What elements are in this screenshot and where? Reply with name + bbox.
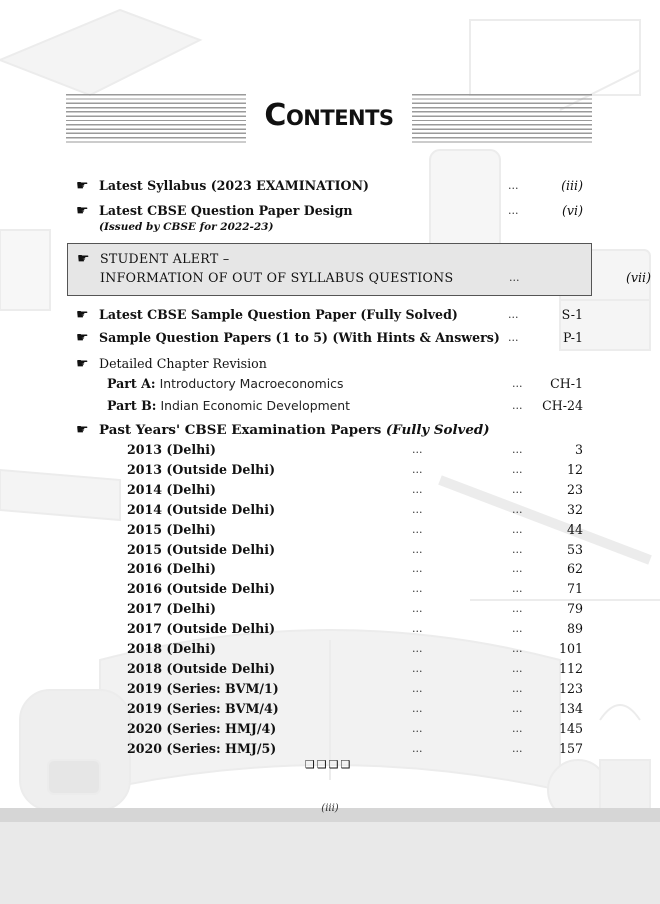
alert-line-2 (1, 268, 660, 288)
leader-dots: ... (412, 502, 423, 516)
leader-dots: ... (412, 681, 423, 695)
paper-label: 2015 (Delhi) (127, 521, 217, 537)
leader-dots: ... (512, 522, 523, 536)
alert-description: INFORMATION OF OUT OF SYLLABUS QUESTIONS (100, 270, 454, 285)
leader-dots: ... (512, 741, 523, 755)
table-row[interactable] (0, 619, 660, 639)
pointing-hand-icon: ☛ (76, 422, 89, 438)
leader-dots: ... (508, 331, 519, 344)
toc-entry-sample-paper[interactable] (0, 305, 660, 325)
table-row[interactable] (0, 599, 660, 619)
entry-page: 44 (566, 521, 583, 537)
entry-page: CH-24 (542, 398, 583, 413)
paper-label: 2020 (Series: HMJ/5) (127, 740, 277, 756)
entry-page: 145 (558, 720, 583, 736)
leader-dots: ... (412, 562, 423, 576)
entry-label: Sample Question Papers (1 to 5) (With Hints & Answers) (99, 330, 500, 345)
table-row[interactable] (0, 579, 660, 599)
entry-page: 12 (566, 461, 583, 477)
table-row[interactable] (0, 480, 660, 500)
part-prefix: Part B: (107, 398, 157, 413)
toc-entry-part-a[interactable] (0, 374, 660, 394)
past-papers-note: (Fully Solved) (385, 422, 490, 438)
leader-dots: ... (412, 522, 423, 536)
alert-title: STUDENT ALERT – (100, 251, 230, 266)
entry-label: Detailed Chapter Revision (99, 356, 267, 371)
paper-label: 2016 (Delhi) (127, 561, 217, 577)
leader-dots: ... (512, 701, 523, 715)
leader-dots: ... (412, 582, 423, 596)
entry-page: 23 (566, 481, 583, 497)
page-number: (iii) (321, 803, 339, 814)
paper-label: 2019 (Series: BVM/1) (127, 680, 279, 696)
paper-label: 2014 (Delhi) (127, 481, 217, 497)
entry-page: 89 (566, 621, 583, 637)
leader-dots: ... (512, 661, 523, 675)
leader-dots: ... (512, 642, 523, 655)
pointing-hand-icon: ☛ (76, 178, 89, 194)
paper-label: 2018 (Outside Delhi) (127, 660, 276, 676)
entry-page: CH-1 (550, 376, 583, 391)
leader-dots: ... (508, 204, 519, 217)
paper-label: 2018 (Delhi) (127, 641, 217, 656)
entry-page: 79 (566, 601, 583, 617)
paper-label: 2017 (Delhi) (127, 601, 217, 617)
paper-label: 2019 (Series: BVM/4) (127, 700, 279, 716)
entry-label: Latest Syllabus (2023 EXAMINATION) (99, 178, 369, 193)
leader-dots: ... (412, 602, 423, 616)
leader-dots: ... (512, 622, 523, 636)
pointing-hand-icon: ☛ (76, 203, 89, 219)
part-label (107, 374, 343, 394)
part-title: Indian Economic Development (160, 398, 350, 413)
pointing-hand-icon: ☛ (76, 356, 89, 372)
leader-dots: ... (412, 701, 423, 715)
leader-dots: ... (512, 582, 523, 596)
table-row[interactable] (0, 440, 660, 460)
table-row[interactable] (0, 559, 660, 579)
leader-dots: ... (512, 462, 523, 476)
toc-entry-chapter-revision[interactable] (0, 354, 660, 374)
toc-entry-sample-question-papers[interactable] (0, 328, 660, 348)
leader-dots: ... (412, 661, 423, 675)
leader-dots: ... (512, 721, 523, 735)
paper-label: 2013 (Outside Delhi) (127, 461, 276, 477)
part-prefix: Part A: (107, 376, 156, 391)
toc-entry-part-b[interactable] (0, 396, 660, 416)
leader-dots: ... (412, 462, 423, 476)
entry-page: 123 (558, 680, 583, 696)
leader-dots: ... (509, 271, 520, 284)
entry-page: (vi) (562, 203, 583, 218)
entry-label: Latest CBSE Sample Question Paper (Fully Solved) (99, 307, 458, 322)
leader-dots: ... (512, 681, 523, 695)
leader-dots: ... (512, 399, 523, 412)
leader-dots: ... (508, 308, 519, 321)
entry-page: 112 (558, 660, 583, 676)
leader-dots: ... (512, 542, 523, 556)
table-row[interactable] (0, 719, 660, 739)
table-row[interactable] (0, 500, 660, 520)
pointing-hand-icon: ☛ (77, 251, 90, 267)
entry-page: P-1 (562, 330, 583, 345)
part-title: Introductory Macroeconomics (159, 376, 344, 391)
leader-dots: ... (512, 562, 523, 576)
paper-label: 2020 (Series: HMJ/4) (127, 720, 277, 736)
leader-dots: ... (412, 721, 423, 735)
leader-dots: ... (512, 482, 523, 496)
paper-label: 2016 (Outside Delhi) (127, 581, 276, 597)
entry-page: 134 (558, 700, 583, 716)
leader-dots: ... (412, 443, 423, 456)
entry-sublabel: (Issued by CBSE for 2022-23) (99, 221, 274, 233)
toc-entry-past-papers[interactable] (0, 420, 660, 440)
entry-page: 71 (566, 581, 583, 597)
entry-page: 101 (558, 641, 583, 656)
pointing-hand-icon: ☛ (76, 330, 89, 346)
entry-page: (vii) (626, 270, 651, 285)
leader-dots: ... (412, 741, 423, 755)
table-row[interactable] (0, 739, 660, 759)
toc-entry-syllabus[interactable] (0, 176, 660, 196)
entry-label: Latest CBSE Question Paper Design (99, 203, 353, 218)
table-row[interactable] (0, 679, 660, 699)
leader-dots: ... (412, 622, 423, 636)
past-papers-title: Past Years' CBSE Examination Papers (99, 422, 382, 438)
table-row[interactable] (0, 460, 660, 480)
leader-dots: ... (412, 482, 423, 496)
leader-dots: ... (512, 443, 523, 456)
paper-label: 2013 (Delhi) (127, 442, 217, 457)
toc-entry-question-design[interactable] (0, 201, 660, 237)
table-row[interactable] (0, 520, 660, 540)
alert-line-1 (1, 249, 660, 269)
student-alert-box[interactable] (67, 243, 651, 296)
entry-page: 53 (566, 541, 583, 557)
table-row[interactable] (0, 659, 660, 679)
page-title: Contents (264, 98, 394, 133)
entry-page: 3 (574, 442, 583, 457)
paper-label: 2015 (Outside Delhi) (127, 541, 276, 557)
entry-page: 32 (566, 501, 583, 517)
table-row[interactable] (0, 540, 660, 560)
paper-label: 2014 (Outside Delhi) (127, 501, 276, 517)
leader-dots: ... (512, 377, 523, 390)
table-row[interactable] (0, 699, 660, 719)
leader-dots: ... (412, 542, 423, 556)
entry-page: S-1 (561, 307, 583, 322)
leader-dots: ... (508, 179, 519, 192)
leader-dots: ... (512, 502, 523, 516)
entry-page: (iii) (561, 178, 583, 193)
table-row[interactable] (0, 639, 660, 659)
pointing-hand-icon: ☛ (76, 307, 89, 323)
paper-label: 2017 (Outside Delhi) (127, 621, 276, 637)
part-label (107, 396, 350, 416)
leader-dots: ... (412, 642, 423, 655)
leader-dots: ... (512, 602, 523, 616)
end-ornament: ❑❑❑❑ (305, 758, 353, 771)
entry-page: 62 (566, 561, 583, 577)
entry-page: 157 (558, 740, 583, 756)
entry-label (99, 420, 490, 440)
